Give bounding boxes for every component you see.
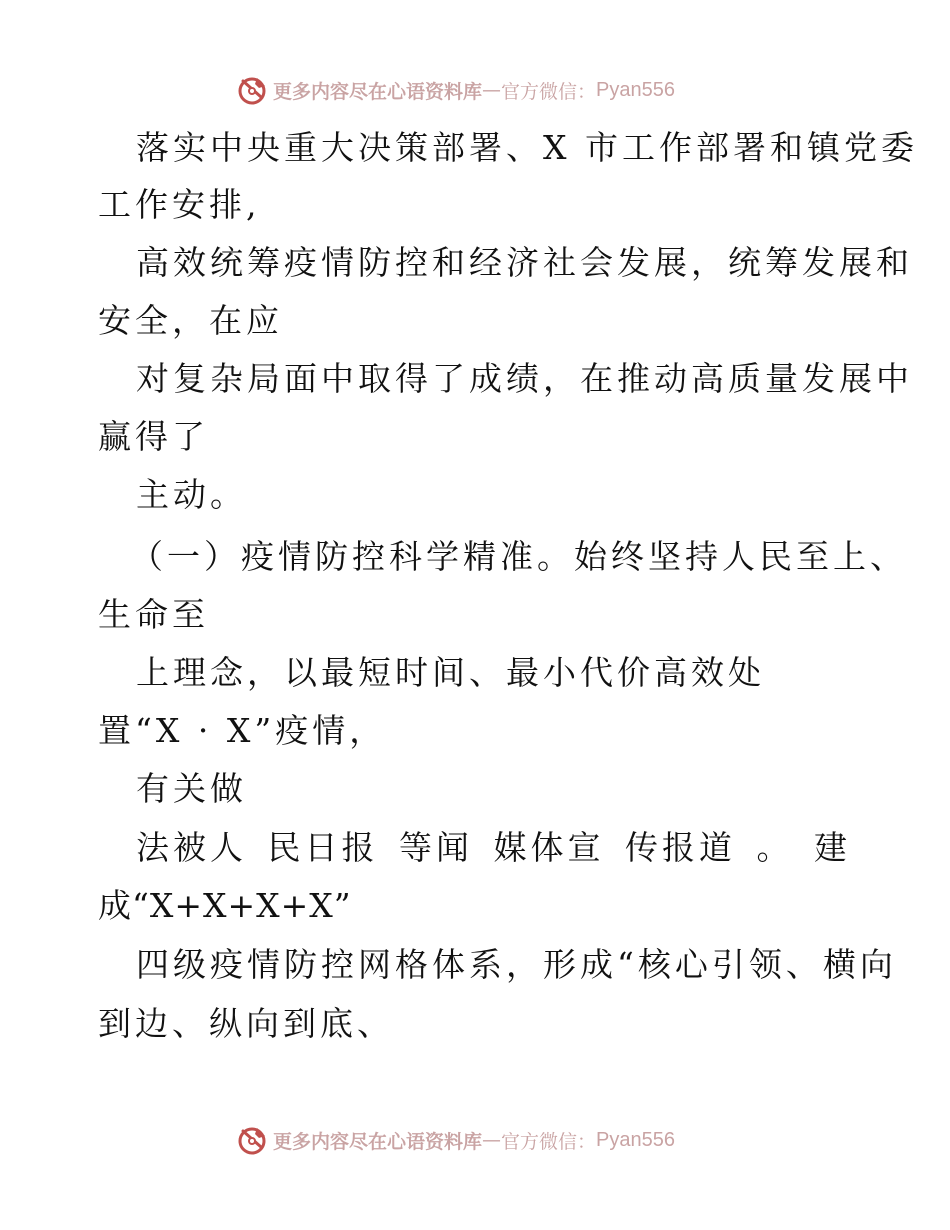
body-line-5: 对复杂局面中取得了成绩，在推动高质量发展中: [136, 359, 913, 398]
body-line-16: 到边、纵向到底、: [98, 1004, 394, 1043]
body-line-7: 主动。: [136, 475, 247, 514]
footer-banner-dash: —: [482, 1129, 502, 1151]
body-line-4: 安全，在应: [98, 301, 283, 340]
body-line-8: （一）疫情防控科学精准。始终坚持人民至上、: [130, 537, 907, 576]
body-line-13: 法被人 民日报 等闻 媒体宣 传报道 。 建: [136, 828, 851, 867]
body-line-10: 上理念，以最短时间、最小代价高效处: [136, 653, 765, 692]
pen-nib-logo-icon: [235, 73, 269, 107]
body-line-6: 赢得了: [98, 417, 209, 456]
body-line-3: 高效统筹疫情防控和经济社会发展，统筹发展和: [136, 243, 913, 282]
footer-wechat-id: Pyan556: [596, 1128, 675, 1151]
header-wechat-id: Pyan556: [596, 78, 675, 101]
header-banner-text: 更多内容尽在心语资料库: [273, 80, 483, 103]
header-banner-dash: —: [482, 79, 502, 101]
body-line-12: 有关做: [136, 769, 247, 808]
header-banner[interactable]: [235, 73, 675, 107]
body-line-15: 四级疫情防控网格体系，形成“核心引领、横向: [136, 945, 897, 984]
body-line-2: 工作安排,: [98, 185, 261, 224]
pen-nib-logo-icon: [235, 1123, 269, 1157]
body-line-9: 生命至: [98, 595, 209, 634]
footer-banner[interactable]: [235, 1123, 675, 1157]
footer-banner-text: 更多内容尽在心语资料库: [273, 1130, 483, 1153]
body-line-11: 置“X · X”疫情，: [98, 711, 387, 750]
body-line-14: 成“X+X+X+X”: [98, 886, 352, 925]
body-line-1: 落实中央重大决策部署、X 市工作部署和镇党委: [136, 128, 918, 167]
footer-wechat-label: 官方微信：: [501, 1130, 597, 1153]
header-wechat-label: 官方微信：: [501, 80, 597, 103]
